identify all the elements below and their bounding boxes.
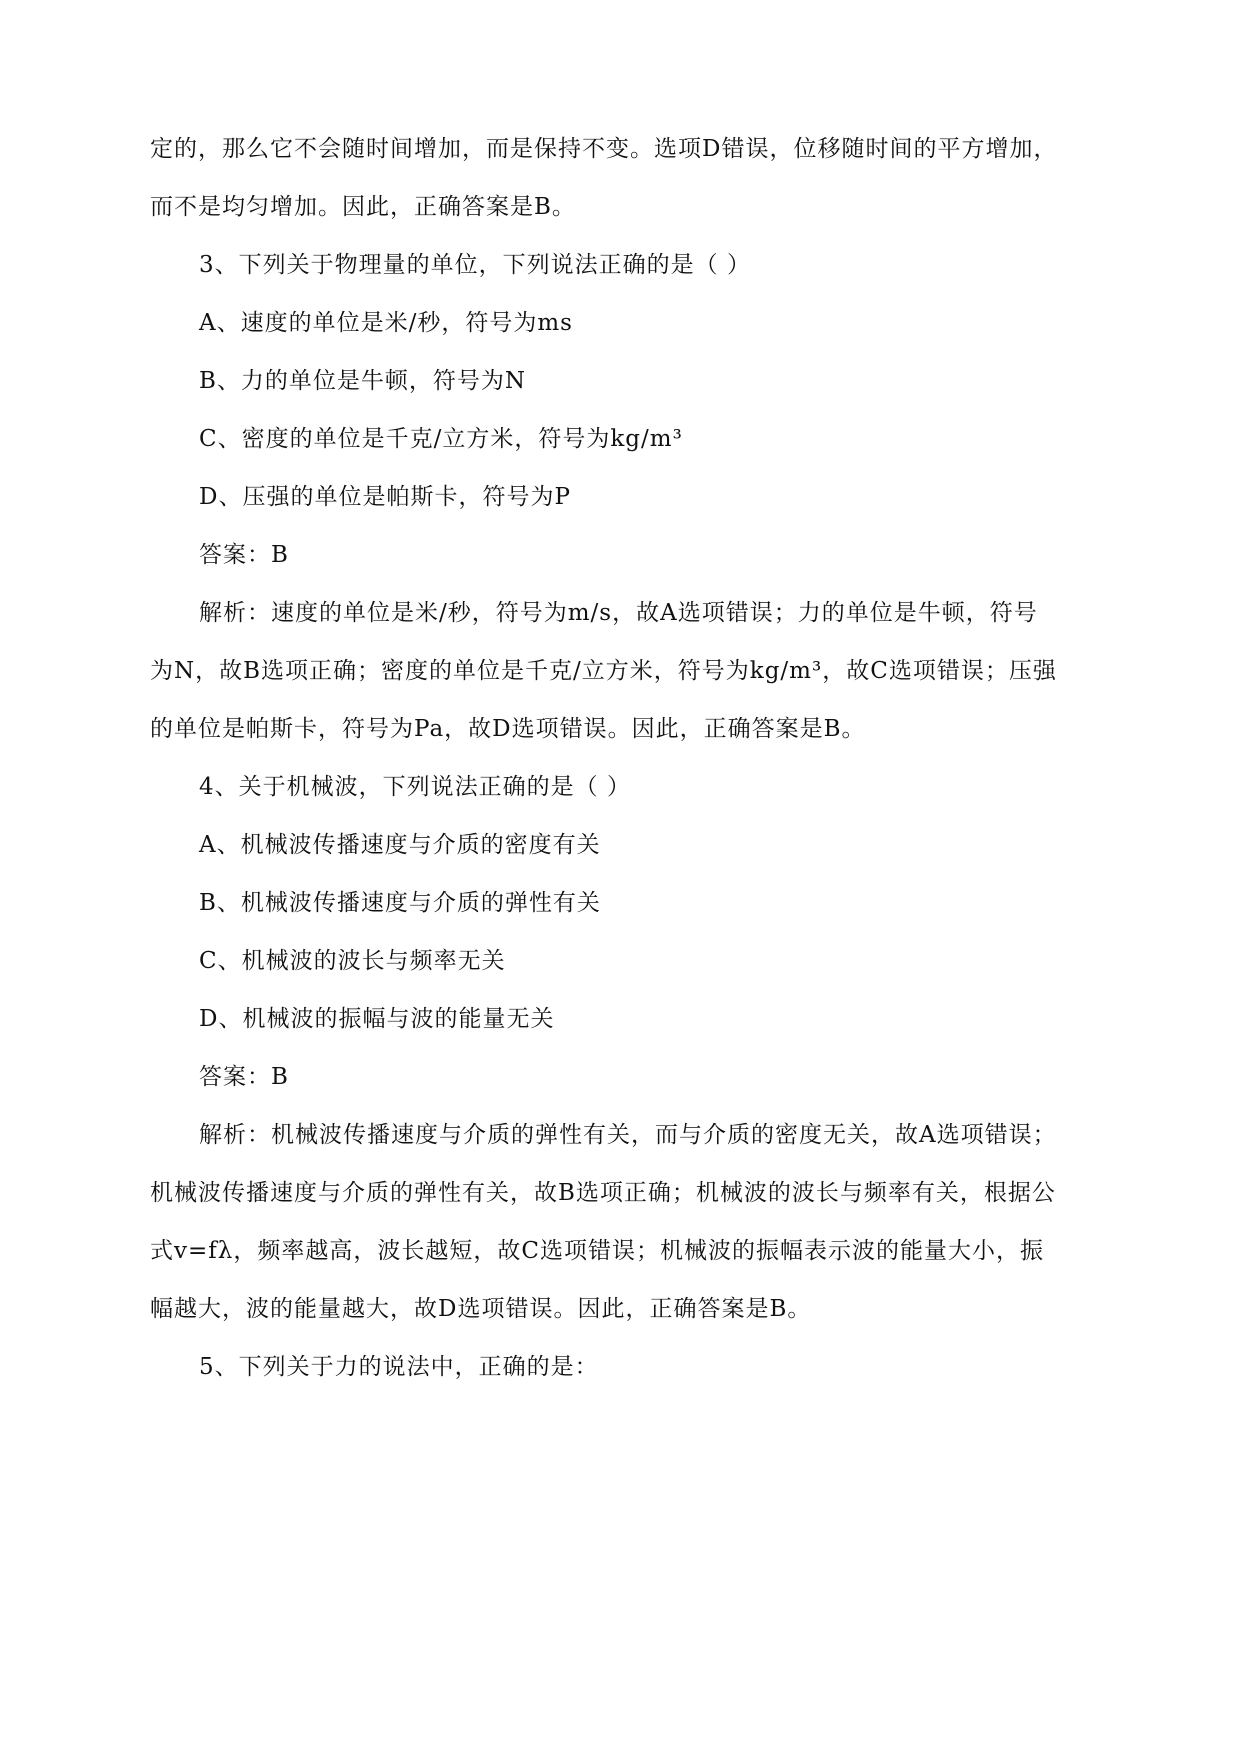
question-4-explanation-line-4: 幅越大，波的能量越大，故D选项错误。因此，正确答案是B。 xyxy=(150,1296,812,1322)
question-4-explanation-line-3: 式v=fλ，频率越高，波长越短，故C选项错误；机械波的振幅表示波的能量大小，振 xyxy=(150,1238,1044,1264)
question-3-option-a: A、速度的单位是米/秒，符号为ms xyxy=(199,310,573,336)
question-3-explanation-line-2: 为N，故B选项正确；密度的单位是千克/立方米，符号为kg/m³，故C选项错误；压强 xyxy=(150,658,1057,684)
intro-line-1: 定的，那么它不会随时间增加，而是保持不变。选项D错误，位移随时间的平方增加， xyxy=(150,136,1058,162)
question-3-option-b: B、力的单位是牛顿，符号为N xyxy=(199,368,527,394)
question-3-option-c: C、密度的单位是千克/立方米，符号为kg/m³ xyxy=(199,426,683,452)
question-4-option-a: A、机械波传播速度与介质的密度有关 xyxy=(199,832,601,858)
question-4-option-d: D、机械波的振幅与波的能量无关 xyxy=(199,1006,555,1032)
intro-line-2: 而不是均匀增加。因此，正确答案是B。 xyxy=(150,194,576,220)
question-3-answer: 答案：B xyxy=(199,542,289,568)
question-3-explanation-line-3: 的单位是帕斯卡，符号为Pa，故D选项错误。因此，正确答案是B。 xyxy=(150,716,866,742)
question-3-option-d: D、压强的单位是帕斯卡，符号为P xyxy=(199,484,571,510)
question-3-stem: 3、下列关于物理量的单位，下列说法正确的是（ ） xyxy=(199,252,751,278)
question-4-option-c: C、机械波的波长与频率无关 xyxy=(199,948,506,974)
question-4-option-b: B、机械波传播速度与介质的弹性有关 xyxy=(199,890,601,916)
question-4-answer: 答案：B xyxy=(199,1064,289,1090)
question-4-explanation-line-2: 机械波传播速度与介质的弹性有关，故B选项正确；机械波的波长与频率有关，根据公 xyxy=(150,1180,1056,1206)
question-3-explanation-line-1: 解析：速度的单位是米/秒，符号为m/s，故A选项错误；力的单位是牛顿，符号 xyxy=(199,600,1038,626)
question-4-explanation-line-1: 解析：机械波传播速度与介质的弹性有关，而与介质的密度无关，故A选项错误； xyxy=(199,1122,1057,1148)
question-4-stem: 4、关于机械波，下列说法正确的是（ ） xyxy=(199,774,631,800)
question-5-stem: 5、下列关于力的说法中，正确的是： xyxy=(199,1354,599,1380)
